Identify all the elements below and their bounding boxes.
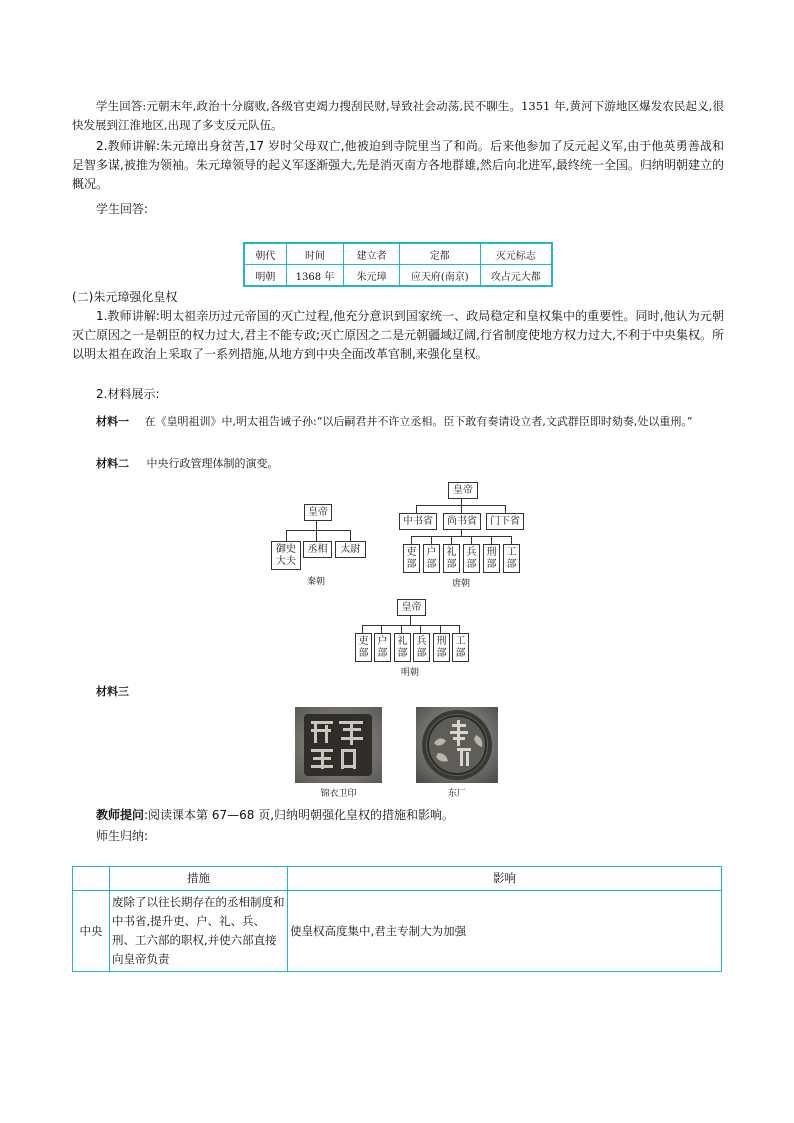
ming-emperor-box: 皇帝 [397,599,426,616]
teacher-explain-2: 1.教师讲解:明太祖亲历过元帝国的灭亡过程,他充分意识到国家统一、政局稳定和皇权集中的重要性。同时,他认为元朝灭亡原因之一是朝臣的权力过大,君主不能专政;灭亡原因之二是元朝疆域辽阔,行省制度使地方权力过大,不利于中央集权。所以明太祖在政治上采取了一系列措施,从地方到中央全面改革官制,来强化皇权。 [72,309,724,361]
ming-box-rites: 礼 部 [394,633,411,662]
table-row [73,891,722,972]
table-header-row [73,867,722,891]
table-cell-level: 中央 [73,891,110,972]
table-cell-measures: 废除了以往长期存在的丞相制度和中书省,提升吏、户、礼、兵、刑、工六部的职权,并使六部直接向皇帝负责 [110,891,288,972]
table-header-cell: 建立者 [344,243,400,265]
measures-table [72,866,722,972]
ming-box-hu: 户 部 [374,633,391,662]
tang-box-xing: 刑 部 [483,544,500,573]
table-row [244,265,552,287]
table-cell: 攻占元大都 [480,265,552,287]
material-3-label: 材料三 [96,685,129,698]
table-cell: 1368 年 [286,265,344,287]
teacher-question-text: :阅读课本第 67—68 页,归纳明朝强化皇权的措施和影响。 [144,808,455,822]
teacher-question-label: 教师提问 [96,808,145,822]
tang-box-rites: 礼 部 [443,544,460,573]
ming-caption: 明朝 [400,668,419,678]
teacher-question [96,806,454,825]
tang-box-zhongshu: 中书省 [399,513,437,530]
jinyiwei-seal-image [295,707,382,783]
qin-box-censor: 御史 大夫 [271,541,301,570]
table-header-cell: 措施 [110,867,288,891]
ming-box-li: 吏 部 [355,633,372,662]
material-1-label: 材料一 [96,415,129,428]
student-answer-1: 学生回答:元朝末年,政治十分腐败,各级官吏竭力搜刮民财,导致社会动荡,民不聊生。1351 年,黄河下游地区爆发农民起义,很快发展到江淮地区,出现了多支反元队伍。 [72,99,724,132]
tang-box-menxia: 门下省 [486,513,524,530]
table-cell: 应天府(南京) [399,265,480,287]
ming-box-bing: 兵 部 [413,633,430,662]
ming-box-gong: 工 部 [452,633,469,662]
qin-box-chancellor: 丞相 [303,541,332,558]
table-header-cell: 影响 [288,867,722,891]
table-cell-impact: 使皇权高度集中,君主专制大为加强 [288,891,722,972]
teacher-explain-1: 2.教师讲解:朱元璋出身贫苦,17 岁时父母双亡,他被迫到寺院里当了和尚。后来他参加了反元起义军,由于他英勇善战和足智多谋,被推为领袖。朱元璋领导的起义军逐渐强大,先是消灭南方各地群雄,然后向北进军,最终统一全国。归纳明朝建立的概况。 [72,139,724,191]
material-1-text: 在《皇明祖训》中,明太祖告诫子孙:“以后嗣君并不许立丞相。臣下敢有奏请设立者,文武群臣即时劾奏,处以重刑。” [144,415,693,428]
tang-box-bing: 兵 部 [463,544,480,573]
table-header-cell: 定都 [399,243,480,265]
qin-box-taiwei: 太尉 [335,541,366,558]
material-2-text: 中央行政管理体制的演变。 [146,457,279,470]
dongchang-caption: 东厂 [447,789,466,799]
table-cell: 明朝 [244,265,286,287]
ming-founding-table [243,242,553,287]
student-answer-label: 学生回答: [96,202,149,216]
ming-box-xing: 刑 部 [433,633,450,662]
tang-caption: 唐朝 [451,579,470,589]
material-2-label: 材料二 [96,457,129,470]
tang-box-gong: 工 部 [503,544,520,573]
qin-emperor-box: 皇帝 [304,504,332,521]
table-header-cell [73,867,110,891]
summary-label: 师生归纳: [96,829,149,843]
section-title: (二)朱元璋强化皇权 [72,290,178,304]
table-header-cell: 灭元标志 [480,243,552,265]
material-2 [96,455,279,471]
materials-intro: 2.材料展示: [96,387,160,401]
qin-caption: 秦朝 [306,577,325,587]
jinyiwei-caption: 锦衣卫印 [320,789,357,799]
table-header-cell: 时间 [286,243,344,265]
material-1 [96,412,724,432]
tang-box-hu: 户 部 [423,544,440,573]
tang-emperor-box: 皇帝 [448,482,478,499]
table-cell: 朱元璋 [344,265,400,287]
table-header-cell: 朝代 [244,243,286,265]
dongchang-coin-image [416,707,498,783]
tang-box-shangshu: 尚书省 [443,513,481,530]
tang-box-li: 吏 部 [403,544,420,573]
table-header-row [244,243,552,265]
